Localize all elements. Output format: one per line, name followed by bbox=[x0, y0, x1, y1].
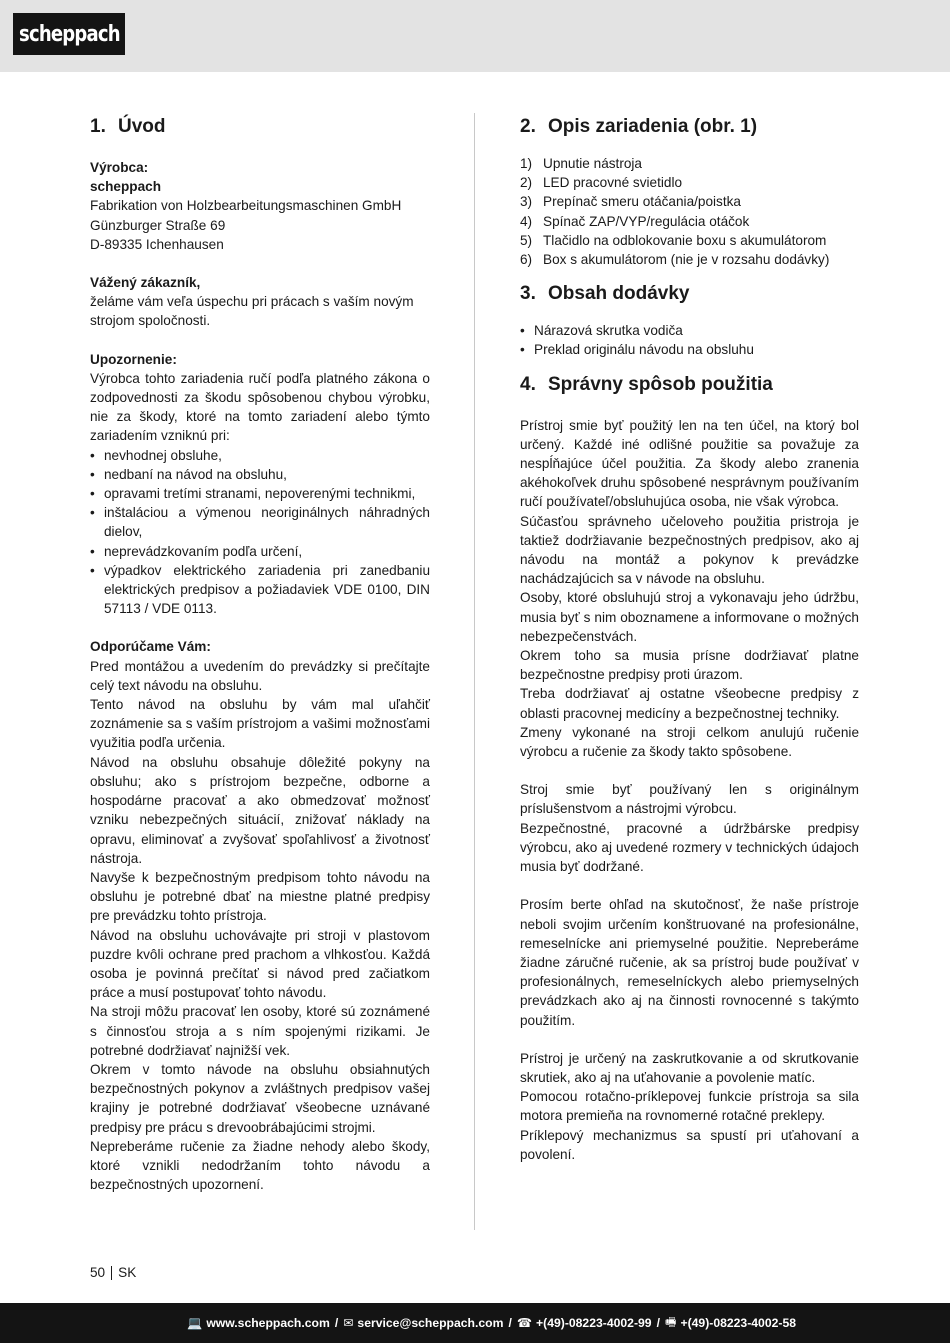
paragraph: Príklepový mechanizmus sa spustí pri uťahovaní a povolení. bbox=[520, 1127, 859, 1162]
manufacturer-city: D-89335 Ichenhausen bbox=[90, 236, 224, 252]
paragraph: Prístroj je určený na zaskrutkovanie a od skrutkovanie skrutiek, ako aj na uťahovanie a povolenie matíc. bbox=[520, 1050, 859, 1085]
list-item: 1) Upnutie nástroja bbox=[520, 156, 642, 171]
list-item: • výpadkov elektrického zariadenia pri zanedbaniu elektrických predpisov a požiadaviek VDE 0100, DIN 57113 / VDE 0113. bbox=[90, 561, 430, 619]
website-link[interactable]: www.scheppach.com bbox=[206, 1316, 330, 1330]
paragraph: Prístroj smie byť použitý len na ten účel, na ktorý bol určený. Každé iné odlišné použitie sa považuje za nespĺňajúce účel použitia. Za škody alebo zranenia akéhokoľvek druhu spôsobené nesprávnym používaním ručí používateľ/obsluhujúca osoba, nie však výrobca. bbox=[520, 417, 859, 510]
delivery-list bbox=[520, 321, 859, 359]
left-column bbox=[90, 114, 430, 1194]
page-footer bbox=[90, 1265, 136, 1280]
section-title: Úvod bbox=[118, 116, 166, 137]
dear-customer-label: Vážený zákazník, bbox=[90, 275, 201, 291]
phone-number: +(49)-08223-4002-99 bbox=[536, 1316, 652, 1330]
paragraph: Prosím berte ohľad na skutočnosť, že naše prístroje neboli svojim určením konštruované na profesionálne, remeselnícke ani priemyselné použitie. Nepreberáme žiadne záručné ručenie, ak sa prístroj bude používať v profesionálnych, remeselníckych alebo priemyselných prevádzkach ako aj na činnosti rovnocenné s takýmto použitím. bbox=[520, 897, 859, 1028]
list-item: 4) Spínač ZAP/VYP/regulácia otáčok bbox=[520, 213, 750, 229]
phone-icon: ☎ bbox=[516, 1316, 533, 1330]
paragraph: Nepreberáme ručenie za žiadne nehody alebo škody, ktoré vznikli nedodržaním tohto návodu a bezpečnostných upozornení. bbox=[90, 1138, 430, 1193]
manufacturer-street: Günzburger Straße 69 bbox=[90, 217, 226, 233]
recommendation-label: Odporúčame Vám: bbox=[90, 639, 211, 655]
section-number: 2. bbox=[520, 116, 536, 137]
paragraph: Návod na obsluhu uchovávajte pri stroji v plastovom puzdre kvôli ochrane pred prachom a vlhkosťou. Každá osoba je povinná prečítať si návod pred začiatkom práce a musí postupovať tohto návodu. bbox=[90, 927, 430, 1001]
section-number: 4. bbox=[520, 373, 536, 395]
paragraph: Zmeny vykonané na stroji celkom anulujú ručenie výrobcu a ručenie za škody takto spôsobene. bbox=[520, 724, 859, 760]
notice-list bbox=[90, 446, 430, 619]
page-number: 50 bbox=[90, 1265, 106, 1280]
list-item: • neprevádzkovaním podľa určení, bbox=[90, 542, 430, 561]
section-title: Obsah dodávky bbox=[548, 283, 690, 305]
list-item: • Nárazová skrutka vodiča bbox=[520, 321, 859, 340]
paragraph: Okrem toho sa musia prísne dodržiavať platne bezpečnostne predpisy proti úrazom. bbox=[520, 648, 859, 683]
contact-bar: 💻 www.scheppach.com / ✉ service@scheppach.com / ☎ +(49)-08223-4002-99 / 🖷 +(49)-08223-4002-58 bbox=[0, 1303, 950, 1343]
paragraph: Osoby, ktoré obsluhujú stroj a vykonavaju jeho údržbu, musia byť s nim oboznamene a informovane o možných nebezpečenstvách. bbox=[520, 590, 859, 644]
mail-icon: ✉ bbox=[343, 1316, 354, 1330]
paragraph: Stroj smie byť používaný len s originálnym príslušenstvom a nástrojmi výrobcu. bbox=[520, 782, 859, 817]
manufacturer-company: Fabrikation von Holzbearbeitungsmaschinen GmbH bbox=[90, 198, 402, 214]
list-item: 5) Tlačidlo na odblokovanie boxu s akumulátorom bbox=[520, 232, 827, 248]
list-item: 6) Box s akumulátorom (nie je v rozsahu dodávky) bbox=[520, 252, 830, 268]
fax-icon: 🖷 bbox=[664, 1314, 677, 1329]
section-number: 1. bbox=[90, 116, 106, 137]
section-heading-description bbox=[520, 114, 859, 140]
email-link[interactable]: service@scheppach.com bbox=[357, 1316, 504, 1330]
manufacturer-name: scheppach bbox=[90, 179, 162, 195]
section-heading-intro bbox=[90, 114, 430, 140]
parts-list bbox=[520, 154, 859, 269]
paragraph: Súčasťou správneho učeloveho použitia pristroja je taktiež dodržiavanie bezpečnostných predpisov, ako aj návodu na montáž a pokynov k prevádzke nachádzajúcich sa v návode na obsluhu. bbox=[520, 513, 859, 587]
right-column bbox=[520, 114, 859, 1164]
list-item: 2) LED pracovné svietidlo bbox=[520, 175, 683, 191]
paragraph: Tento návod na obsluhu by vám mal uľahčiť zoznámenie sa s vaším prístrojom a vašimi možnosťami využitia podľa určenia. bbox=[90, 697, 430, 751]
paragraph: Treba dodržiavať aj ostatne všeobecne predpisy z oblasti pracovnej medicíny a bezpečnostnej techniky. bbox=[520, 686, 859, 721]
list-item: 3) Prepínač smeru otáčania/poistka bbox=[520, 194, 741, 210]
section-heading-intended-use bbox=[520, 372, 859, 398]
paragraph: Navyše k bezpečnostným predpisom tohto návodu na obsluhu je potrebné dbať na miestne platné predpisy pre prevádzku tohto prístroja. bbox=[90, 869, 430, 924]
column-divider bbox=[474, 113, 475, 1230]
section-number: 3. bbox=[520, 283, 536, 305]
paragraph: Návod na obsluhu obsahuje dôležité pokyny na obsluhu; ako s prístrojom bezpečne, odborne a hospodárne pracovať a ako obmedzovať možnosť vzniku nebezpečných situácií, znižovať náklady na opravu, eliminovať a zvyšovať spoľahlivosť a životnosť nástroja. bbox=[90, 754, 430, 866]
list-item: • inštaláciou a výmenou neoriginálnych náhradných dielov, bbox=[90, 503, 430, 541]
notice-label: Upozornenie: bbox=[90, 351, 177, 367]
logo-text: scheppach bbox=[18, 21, 120, 47]
fax-number: +(49)-08223-4002-58 bbox=[680, 1316, 796, 1330]
list-item: • nevhodnej obsluhe, bbox=[90, 446, 430, 465]
paragraph: Na stroji môžu pracovať len osoby, ktoré sú zoznámené s činnosťou stroja a s ním spojenými rizikami. Je potrebné dodržiavať najnižší vek. bbox=[90, 1004, 430, 1058]
manufacturer-label: Výrobca: bbox=[90, 160, 149, 175]
dear-customer-text: želáme vám veľa úspechu pri prácach s vaším novým strojom spoločnosti. bbox=[90, 294, 414, 329]
header-bar bbox=[0, 0, 950, 72]
brand-logo bbox=[13, 13, 125, 55]
paragraph: Bezpečnostné, pracovné a údržbárske predpisy výrobcu, ako aj uvedené rozmery v technických údajoch musia byť dodržané. bbox=[520, 820, 859, 875]
notice-text: Výrobca tohto zariadenia ručí podľa platného zákona o zodpovednosti za škodu spôsobenou chybou výrobku, nie za škody, ktoré na tomto zariadení alebo týmto zariadením vzniknú pri: bbox=[90, 370, 430, 444]
list-item: • Preklad originálu návodu na obsluhu bbox=[520, 340, 859, 359]
section-title: Opis zariadenia (obr. 1) bbox=[548, 116, 758, 137]
page-separator bbox=[111, 1266, 112, 1280]
section-title: Správny spôsob použitia bbox=[548, 373, 773, 395]
paragraph: Pomocou rotačno-príklepovej funkcie prístroja sa sila motora premieňa na rovnomerné rotačné preklepy. bbox=[520, 1089, 859, 1124]
list-item: • opravami tretími stranami, nepoverenými technikmi, bbox=[90, 484, 430, 503]
list-item: • nedbaní na návod na obsluhu, bbox=[90, 465, 430, 484]
paragraph: Okrem v tomto návode na obsluhu obsiahnutých bezpečnostných pokynov a zvláštnych predpisov vašej krajiny je potrebné dodržiavať všeobecne uznávané predpisy pre prácu s drevoobrábajúcimi strojmi. bbox=[90, 1061, 430, 1135]
section-heading-delivery bbox=[520, 281, 859, 307]
computer-icon: 💻 bbox=[187, 1316, 203, 1330]
page-language: SK bbox=[118, 1265, 137, 1280]
paragraph: Pred montážou a uvedením do prevádzky si prečítajte celý text návodu na obsluhu. bbox=[90, 658, 430, 693]
